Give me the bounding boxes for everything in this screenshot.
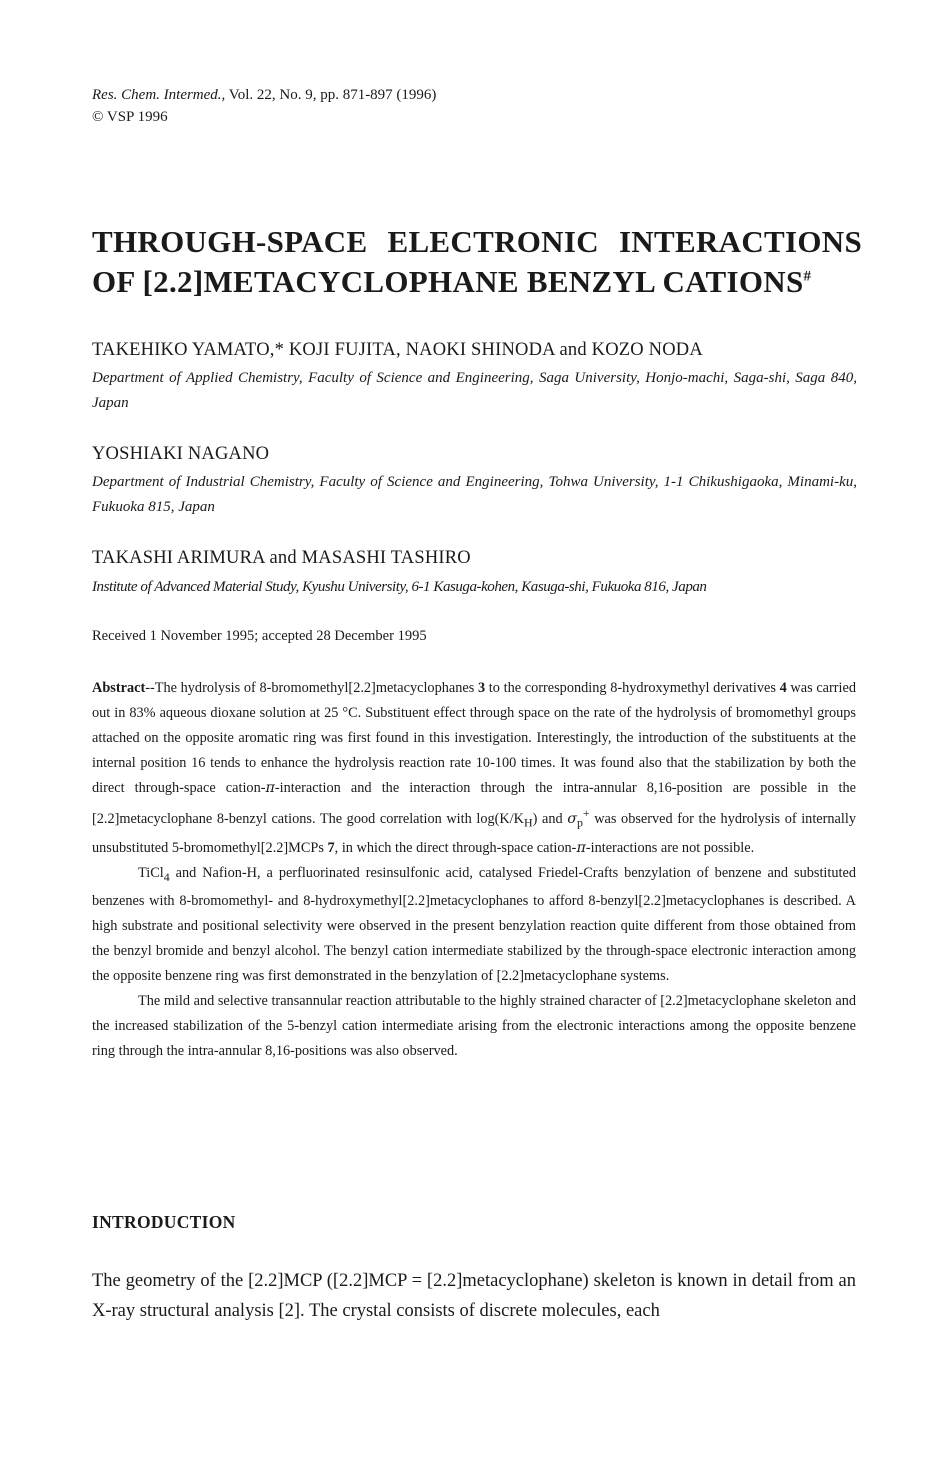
abstract-text: ) and bbox=[532, 810, 568, 827]
compound-number: 3 bbox=[477, 680, 486, 696]
abstract-text: TiCl bbox=[138, 864, 164, 881]
abstract-text: was carried out in 83% aqueous dioxane solution at 25 °C. Substituent effect through space on the rate of the hydrolysis of bromomethyl groups attached on the opposite aromatic ring was first found in this investigation. Interestingly, the introduction of the substituents at the internal position 16 tends to enhance the hydrolysis reaction rate 10-100 times. It was found also that the stabilization by both the direct through-space cation- bbox=[92, 680, 857, 796]
abstract-paragraph-3: The mild and selective transannular reaction attributable to the highly strained character of [2.2]metacyclophane skeleton and the increased stabilization of the 5-benzyl cation intermediate arising from the electronic interactions among the opposite benzene ring through the intra-annular 8,16-positions was also observed. bbox=[92, 993, 856, 1060]
title-line-1: THROUGH-SPACE ELECTRONIC INTERACTIONS bbox=[92, 224, 862, 259]
compound-number: 7 bbox=[327, 839, 335, 856]
abstract-text: was observed for the hydrolysis of internally unsubstituted 5-bromomethyl[2.2]MCPs bbox=[92, 810, 856, 856]
greek-pi: π bbox=[265, 780, 275, 796]
abstract-text: --The hydrolysis of 8-bromomethyl[2.2]metacyclophanes bbox=[145, 680, 478, 696]
introduction-paragraph: The geometry of the [2.2]MCP ([2.2]MCP = [2.2]metacyclophane) skeleton is known in detail from an X-ray structural analysis [2]. The crystal consists of discrete molecules, each bbox=[92, 1271, 856, 1321]
abstract bbox=[92, 676, 856, 1064]
title-line-2 bbox=[92, 262, 862, 302]
title-line-2-text: OF [2.2]METACYCLOPHANE BENZYL CATIONS bbox=[92, 264, 804, 299]
abstract-text: -interaction and the interaction through the intra-annular 8,16-position are possible in the [2.2]metacyclophane 8-benzyl cations. The good correlation with log(K/K bbox=[92, 780, 857, 827]
greek-sigma: σ bbox=[567, 810, 577, 827]
received-dates: Received 1 November 1995; accepted 28 December 1995 bbox=[92, 628, 427, 644]
abstract-text: to the corresponding 8-hydroxymethyl derivatives bbox=[485, 680, 780, 696]
abstract-label: Abstract bbox=[92, 680, 146, 696]
abstract-text: and Nafion-H, a perfluorinated resinsulfonic acid, catalysed Friedel-Crafts benzylation of benzene and substituted benzenes with 8-bromomethyl- and 8-hydroxymethyl[2.2]metacyclophanes to afford 8-benzyl[2.2]metacyclophanes is described. A high substrate and positional selectivity were observed in the present benzylation reaction quite different from those obtained from the benzyl bromide and benzyl alcohol. The benzyl cation intermediate stabilized by the through-space electronic interaction among the opposite benzene ring was first demonstrated in the benzylation of [2.2]metacyclophane systems. bbox=[92, 864, 856, 985]
article-title bbox=[92, 222, 862, 302]
title-footnote-mark: # bbox=[803, 268, 812, 285]
journal-name: Res. Chem. Intermed., bbox=[92, 87, 226, 103]
subscript: 4 bbox=[163, 869, 170, 884]
abstract-paragraph-1 bbox=[92, 676, 856, 861]
section-heading-introduction: INTRODUCTION bbox=[92, 1212, 236, 1232]
abstract-paragraph-2 bbox=[92, 861, 856, 990]
author-group-3-names: TAKASHI ARIMURA and MASASHI TASHIRO bbox=[92, 548, 471, 568]
superscript: + bbox=[582, 806, 590, 820]
compound-number: 4 bbox=[779, 680, 787, 696]
abstract-text: , in which the direct through-space cation- bbox=[334, 839, 577, 856]
author-group-2-names: YOSHIAKI NAGANO bbox=[92, 444, 270, 464]
author-group-3-affiliation: Institute of Advanced Material Study, Kyushu University, 6-1 Kasuga-kohen, Kasuga-shi, Fukuoka 816, Japan bbox=[92, 579, 707, 595]
subscript: H bbox=[524, 815, 533, 830]
author-group-1-affiliation: Department of Applied Chemistry, Faculty of Science and Engineering, Saga University, Honjo-machi, Saga-shi, Saga 840, Japan bbox=[92, 370, 857, 411]
journal-reference bbox=[92, 84, 436, 106]
journal-citation bbox=[92, 84, 436, 128]
abstract-text: -interactions are not possible. bbox=[585, 839, 755, 856]
copyright-line: © VSP 1996 bbox=[92, 109, 168, 125]
author-group-2-affiliation: Department of Industrial Chemistry, Faculty of Science and Engineering, Tohwa University, 1-1 Chikushigaoka, Minami-ku, Fukuoka 815, Japan bbox=[92, 474, 857, 515]
greek-pi: π bbox=[576, 839, 586, 856]
author-group-1-names: TAKEHIKO YAMATO,* KOJI FUJITA, NAOKI SHINODA and KOZO NODA bbox=[92, 340, 703, 360]
subscript: p bbox=[576, 815, 583, 830]
journal-volume-pages: Vol. 22, No. 9, pp. 871-897 (1996) bbox=[225, 87, 437, 103]
